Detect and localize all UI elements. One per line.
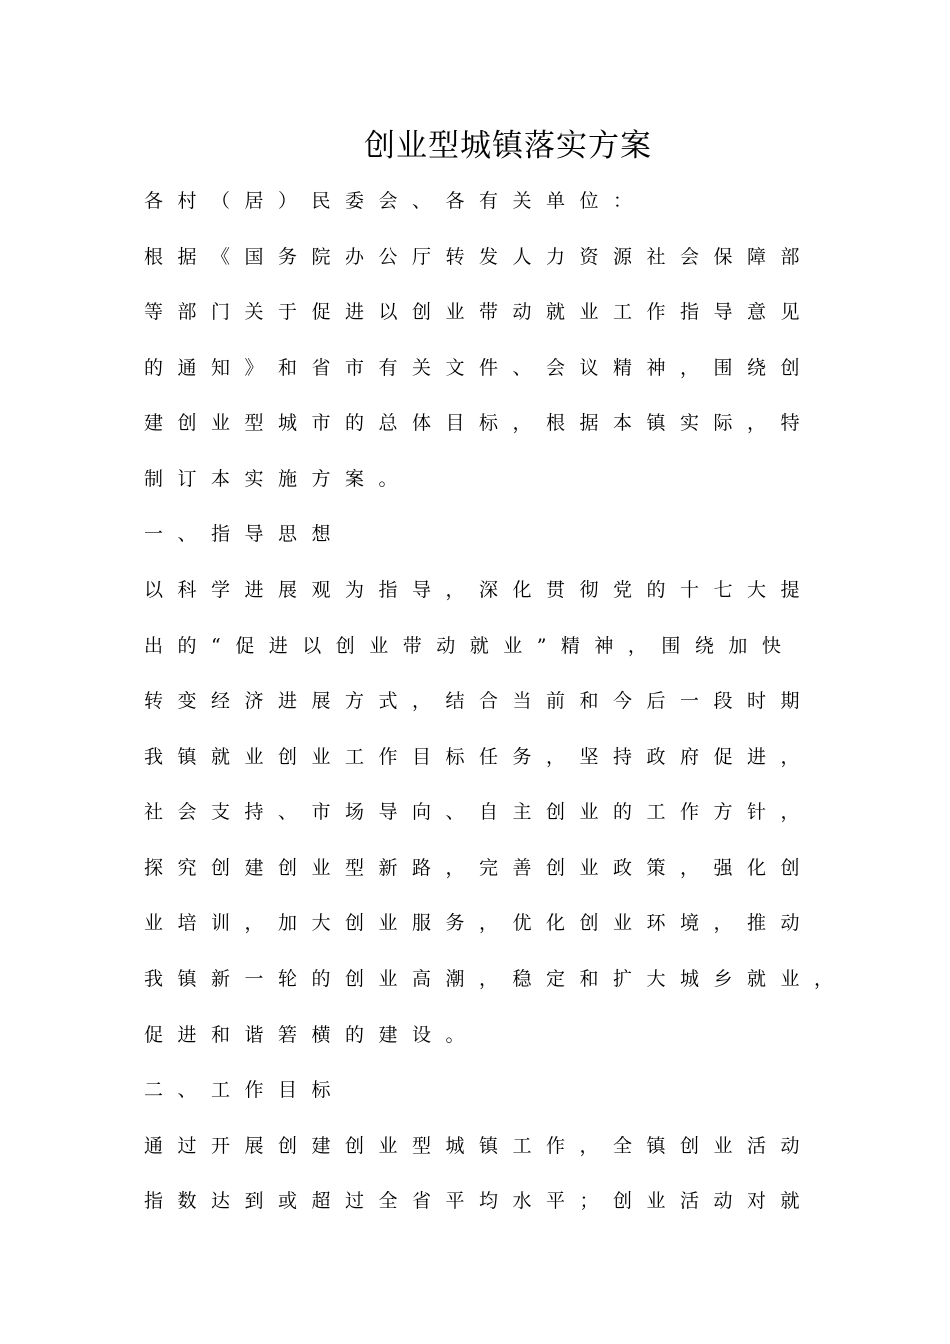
body-line: 的通知》和省市有关文件、会议精神，围绕创: [144, 357, 815, 379]
body-line: 我镇就业创业工作目标任务，坚持政府促进，: [144, 746, 815, 768]
body-line: 转变经济进展方式，结合当前和今后一段时期: [144, 690, 815, 712]
body-line: 促进和谐箬横的建设。: [144, 1024, 480, 1046]
body-line: 等部门关于促进以创业带动就业工作指导意见: [144, 301, 815, 323]
body-line: 出的“促进以创业带动就业”精神，围绕加快: [144, 635, 796, 657]
body-line: 社会支持、市场导向、自主创业的工作方针，: [144, 801, 815, 823]
document-title: 创业型城镇落实方案: [364, 128, 652, 164]
body-line: 建创业型城市的总体目标，根据本镇实际，特: [144, 412, 815, 434]
body-line: 以科学进展观为指导，深化贯彻党的十七大提: [144, 579, 815, 601]
section-heading: 一、指导思想: [144, 523, 346, 545]
section-heading: 二、工作目标: [144, 1079, 346, 1101]
body-line: 探究创建创业型新路，完善创业政策，强化创: [144, 857, 815, 879]
body-line: 根据《国务院办公厅转发人力资源社会保障部: [144, 246, 815, 268]
body-line: 指数达到或超过全省平均水平；创业活动对就: [144, 1190, 815, 1212]
body-line: 通过开展创建创业型城镇工作，全镇创业活动: [144, 1135, 815, 1157]
body-line: 我镇新一轮的创业高潮，稳定和扩大城乡就业，: [144, 968, 848, 990]
salutation-line: 各村（居）民委会、各有关单位：: [144, 190, 647, 212]
body-line: 制订本实施方案。: [144, 468, 413, 490]
body-line: 业培训，加大创业服务，优化创业环境，推动: [144, 912, 815, 934]
